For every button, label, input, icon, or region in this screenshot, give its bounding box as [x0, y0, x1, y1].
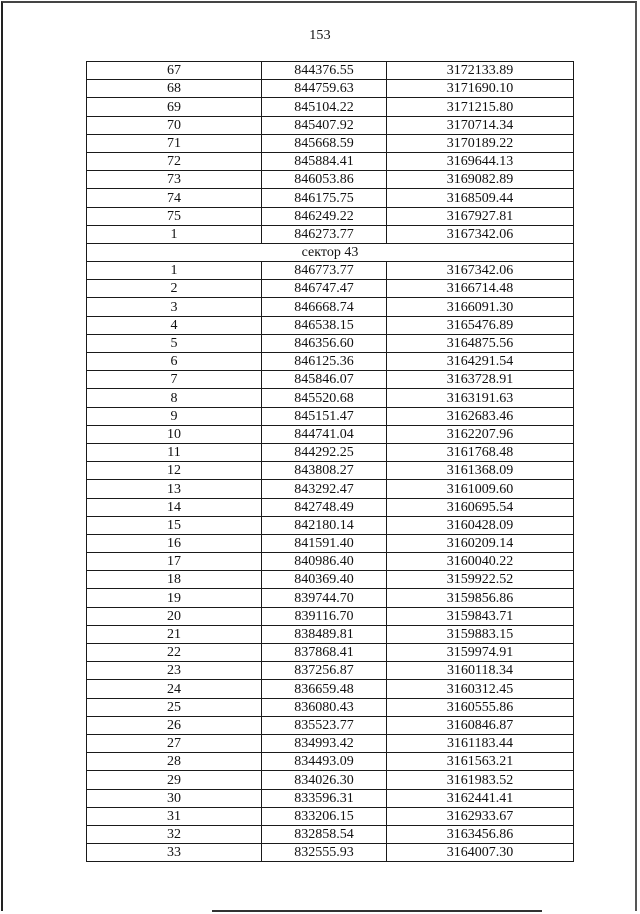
y-coordinate-cell: 3159856.86 — [387, 589, 574, 607]
point-number-cell: 24 — [87, 680, 262, 698]
y-coordinate-cell: 3165476.89 — [387, 316, 574, 334]
table-row — [87, 152, 574, 170]
rows-after-section — [87, 262, 574, 862]
x-coordinate-cell: 844376.55 — [262, 62, 387, 80]
point-number-cell: 70 — [87, 116, 262, 134]
y-coordinate-cell: 3162683.46 — [387, 407, 574, 425]
table-row — [87, 389, 574, 407]
y-coordinate-cell: 3159883.15 — [387, 625, 574, 643]
table-row — [87, 207, 574, 225]
table-row — [87, 789, 574, 807]
y-coordinate-cell: 3161009.60 — [387, 480, 574, 498]
x-coordinate-cell: 846249.22 — [262, 207, 387, 225]
table-row — [87, 644, 574, 662]
table-row — [87, 480, 574, 498]
table-row — [87, 225, 574, 243]
x-coordinate-cell: 840986.40 — [262, 553, 387, 571]
point-number-cell: 30 — [87, 789, 262, 807]
y-coordinate-cell: 3169644.13 — [387, 152, 574, 170]
x-coordinate-cell: 839744.70 — [262, 589, 387, 607]
point-number-cell: 17 — [87, 553, 262, 571]
point-number-cell: 18 — [87, 571, 262, 589]
coordinates-table — [86, 61, 574, 862]
y-coordinate-cell: 3164291.54 — [387, 353, 574, 371]
x-coordinate-cell: 845407.92 — [262, 116, 387, 134]
page-number: 153 — [309, 28, 331, 43]
x-coordinate-cell: 835523.77 — [262, 716, 387, 734]
point-number-cell: 8 — [87, 389, 262, 407]
table-row — [87, 771, 574, 789]
table-row — [87, 534, 574, 552]
point-number-cell: 19 — [87, 589, 262, 607]
table-row — [87, 425, 574, 443]
table-row — [87, 407, 574, 425]
table-row — [87, 753, 574, 771]
table-row — [87, 262, 574, 280]
section-header-group — [87, 243, 574, 261]
table-row — [87, 62, 574, 80]
point-number-cell: 22 — [87, 644, 262, 662]
table-row — [87, 607, 574, 625]
x-coordinate-cell: 845520.68 — [262, 389, 387, 407]
x-coordinate-cell: 846273.77 — [262, 225, 387, 243]
table-row — [87, 698, 574, 716]
point-number-cell: 1 — [87, 225, 262, 243]
table-row — [87, 80, 574, 98]
x-coordinate-cell: 845104.22 — [262, 98, 387, 116]
x-coordinate-cell: 837868.41 — [262, 644, 387, 662]
x-coordinate-cell: 832858.54 — [262, 825, 387, 843]
table-row — [87, 662, 574, 680]
y-coordinate-cell: 3160312.45 — [387, 680, 574, 698]
y-coordinate-cell: 3172133.89 — [387, 62, 574, 80]
x-coordinate-cell: 845846.07 — [262, 371, 387, 389]
table-row — [87, 443, 574, 461]
point-number-cell: 72 — [87, 152, 262, 170]
table-row — [87, 625, 574, 643]
table-row — [87, 171, 574, 189]
table-row — [87, 571, 574, 589]
table-row — [87, 680, 574, 698]
x-coordinate-cell: 846668.74 — [262, 298, 387, 316]
x-coordinate-cell: 838489.81 — [262, 625, 387, 643]
y-coordinate-cell: 3170714.34 — [387, 116, 574, 134]
y-coordinate-cell: 3168509.44 — [387, 189, 574, 207]
table-row — [87, 371, 574, 389]
y-coordinate-cell: 3162933.67 — [387, 807, 574, 825]
y-coordinate-cell: 3166091.30 — [387, 298, 574, 316]
rows-before-section — [87, 62, 574, 244]
x-coordinate-cell: 843292.47 — [262, 480, 387, 498]
point-number-cell: 14 — [87, 498, 262, 516]
table-row — [87, 734, 574, 752]
point-number-cell: 12 — [87, 462, 262, 480]
x-coordinate-cell: 841591.40 — [262, 534, 387, 552]
table-row — [87, 189, 574, 207]
x-coordinate-cell: 836080.43 — [262, 698, 387, 716]
table-row — [87, 316, 574, 334]
x-coordinate-cell: 834026.30 — [262, 771, 387, 789]
x-coordinate-cell: 832555.93 — [262, 844, 387, 862]
y-coordinate-cell: 3164007.30 — [387, 844, 574, 862]
y-coordinate-cell: 3163191.63 — [387, 389, 574, 407]
y-coordinate-cell: 3161368.09 — [387, 462, 574, 480]
x-coordinate-cell: 846356.60 — [262, 334, 387, 352]
bottom-edge-line — [212, 910, 542, 912]
point-number-cell: 73 — [87, 171, 262, 189]
point-number-cell: 15 — [87, 516, 262, 534]
y-coordinate-cell: 3160209.14 — [387, 534, 574, 552]
point-number-cell: 74 — [87, 189, 262, 207]
x-coordinate-cell: 846773.77 — [262, 262, 387, 280]
y-coordinate-cell: 3170189.22 — [387, 134, 574, 152]
table-row — [87, 280, 574, 298]
point-number-cell: 27 — [87, 734, 262, 752]
table-row — [87, 807, 574, 825]
x-coordinate-cell: 843808.27 — [262, 462, 387, 480]
y-coordinate-cell: 3171690.10 — [387, 80, 574, 98]
point-number-cell: 31 — [87, 807, 262, 825]
point-number-cell: 25 — [87, 698, 262, 716]
y-coordinate-cell: 3167342.06 — [387, 225, 574, 243]
y-coordinate-cell: 3160695.54 — [387, 498, 574, 516]
table-row — [87, 98, 574, 116]
point-number-cell: 16 — [87, 534, 262, 552]
y-coordinate-cell: 3159974.91 — [387, 644, 574, 662]
y-coordinate-cell: 3171215.80 — [387, 98, 574, 116]
x-coordinate-cell: 836659.48 — [262, 680, 387, 698]
x-coordinate-cell: 834493.09 — [262, 753, 387, 771]
point-number-cell: 23 — [87, 662, 262, 680]
table-row — [87, 116, 574, 134]
x-coordinate-cell: 842180.14 — [262, 516, 387, 534]
x-coordinate-cell: 842748.49 — [262, 498, 387, 516]
x-coordinate-cell: 846125.36 — [262, 353, 387, 371]
point-number-cell: 69 — [87, 98, 262, 116]
point-number-cell: 2 — [87, 280, 262, 298]
x-coordinate-cell: 845151.47 — [262, 407, 387, 425]
point-number-cell: 21 — [87, 625, 262, 643]
y-coordinate-cell: 3162441.41 — [387, 789, 574, 807]
y-coordinate-cell: 3159922.52 — [387, 571, 574, 589]
table-row — [87, 498, 574, 516]
point-number-cell: 9 — [87, 407, 262, 425]
point-number-cell: 13 — [87, 480, 262, 498]
y-coordinate-cell: 3161563.21 — [387, 753, 574, 771]
point-number-cell: 10 — [87, 425, 262, 443]
table-row — [87, 462, 574, 480]
table-row — [87, 134, 574, 152]
y-coordinate-cell: 3160428.09 — [387, 516, 574, 534]
y-coordinate-cell: 3160040.22 — [387, 553, 574, 571]
y-coordinate-cell: 3167342.06 — [387, 262, 574, 280]
y-coordinate-cell: 3169082.89 — [387, 171, 574, 189]
y-coordinate-cell: 3161983.52 — [387, 771, 574, 789]
table-row — [87, 825, 574, 843]
y-coordinate-cell: 3164875.56 — [387, 334, 574, 352]
point-number-cell: 68 — [87, 80, 262, 98]
table-row — [87, 353, 574, 371]
y-coordinate-cell: 3166714.48 — [387, 280, 574, 298]
x-coordinate-cell: 844759.63 — [262, 80, 387, 98]
table-row — [87, 844, 574, 862]
x-coordinate-cell: 833596.31 — [262, 789, 387, 807]
point-number-cell: 11 — [87, 443, 262, 461]
x-coordinate-cell: 845668.59 — [262, 134, 387, 152]
y-coordinate-cell: 3167927.81 — [387, 207, 574, 225]
point-number-cell: 29 — [87, 771, 262, 789]
point-number-cell: 75 — [87, 207, 262, 225]
x-coordinate-cell: 846175.75 — [262, 189, 387, 207]
x-coordinate-cell: 846747.47 — [262, 280, 387, 298]
point-number-cell: 71 — [87, 134, 262, 152]
section-title: сектор 43 — [87, 243, 574, 261]
point-number-cell: 32 — [87, 825, 262, 843]
point-number-cell: 4 — [87, 316, 262, 334]
y-coordinate-cell: 3160118.34 — [387, 662, 574, 680]
x-coordinate-cell: 837256.87 — [262, 662, 387, 680]
point-number-cell: 26 — [87, 716, 262, 734]
x-coordinate-cell: 840369.40 — [262, 571, 387, 589]
table-row — [87, 553, 574, 571]
point-number-cell: 7 — [87, 371, 262, 389]
table-row — [87, 716, 574, 734]
point-number-cell: 1 — [87, 262, 262, 280]
y-coordinate-cell: 3163456.86 — [387, 825, 574, 843]
y-coordinate-cell: 3159843.71 — [387, 607, 574, 625]
x-coordinate-cell: 845884.41 — [262, 152, 387, 170]
x-coordinate-cell: 839116.70 — [262, 607, 387, 625]
y-coordinate-cell: 3160846.87 — [387, 716, 574, 734]
point-number-cell: 3 — [87, 298, 262, 316]
point-number-cell: 67 — [87, 62, 262, 80]
x-coordinate-cell: 834993.42 — [262, 734, 387, 752]
point-number-cell: 5 — [87, 334, 262, 352]
table-row — [87, 298, 574, 316]
point-number-cell: 33 — [87, 844, 262, 862]
y-coordinate-cell: 3160555.86 — [387, 698, 574, 716]
x-coordinate-cell: 846538.15 — [262, 316, 387, 334]
x-coordinate-cell: 844292.25 — [262, 443, 387, 461]
x-coordinate-cell: 844741.04 — [262, 425, 387, 443]
y-coordinate-cell: 3161183.44 — [387, 734, 574, 752]
y-coordinate-cell: 3163728.91 — [387, 371, 574, 389]
point-number-cell: 6 — [87, 353, 262, 371]
y-coordinate-cell: 3162207.96 — [387, 425, 574, 443]
table-row — [87, 516, 574, 534]
point-number-cell: 28 — [87, 753, 262, 771]
table-row — [87, 589, 574, 607]
section-header-row — [87, 243, 574, 261]
table-row — [87, 334, 574, 352]
x-coordinate-cell: 846053.86 — [262, 171, 387, 189]
point-number-cell: 20 — [87, 607, 262, 625]
x-coordinate-cell: 833206.15 — [262, 807, 387, 825]
y-coordinate-cell: 3161768.48 — [387, 443, 574, 461]
